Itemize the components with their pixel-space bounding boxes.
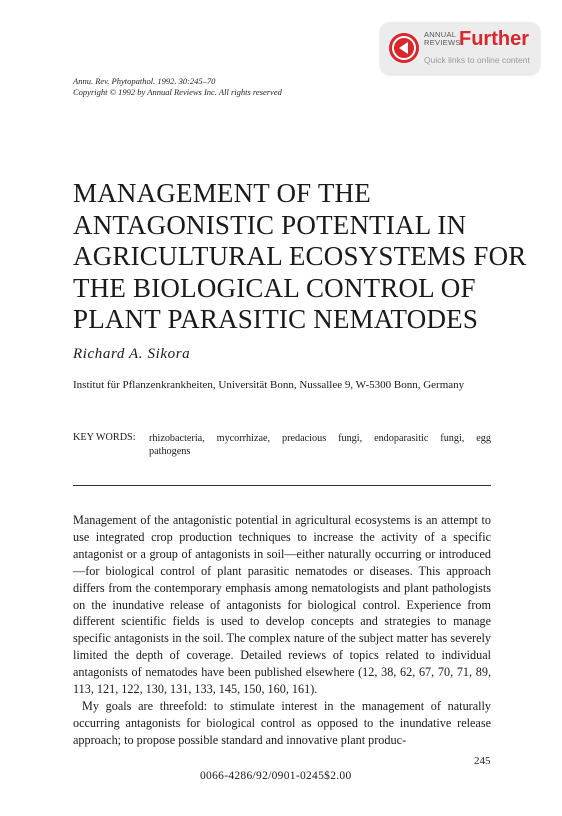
keywords-label: KEY WORDS: (73, 432, 136, 443)
keywords-list: rhizobacteria, mycorrhizae, predacious fungi, endoparasitic fungi, egg (149, 433, 491, 444)
article-title (73, 178, 543, 336)
author-affiliation: Institut für Pflanzenkrankheiten, Universität Bonn, Nussallee 9, W-5300 Bonn, Germany (73, 379, 465, 391)
title-line: PLANT PARASITIC NEMATODES (73, 304, 479, 334)
journal-citation-block (73, 76, 282, 98)
copyright-notice: Copyright © 1992 by Annual Reviews Inc. All rights reserved (73, 87, 282, 97)
title-line: AGRICULTURAL ECOSYSTEMS FOR (73, 241, 527, 271)
page-number: 245 (474, 755, 491, 767)
badge-subtitle: Quick links to online content (424, 55, 530, 65)
further-badge[interactable] (380, 22, 540, 74)
play-arrow-icon (389, 33, 419, 63)
author-name: Richard A. Sikora (73, 346, 191, 362)
title-line: ANTAGONISTIC POTENTIAL IN (73, 209, 467, 240)
body-paragraph: Management of the antagonistic potential in agricultural ecosystems is an attempt to use integrated crop production techniques to increase the activity of a specific antagonist or a group of antagonists in soil—either naturally occurring or introduced—for biological control of plant parasitic nematodes or diseases. This approach differs from the contemporary emphasis among nematologists and plant pathologists on the inundative release of antagonists for biological control. Experience from different scientific fields is used to develop concepts and strategies to manage specific antagonists in the soil. The complex nature of the subject matter has severely limited the depth of coverage. Detailed reviews of topics related to individual antagonists of nematodes have been published elsewhere (12, 38, 62, 67, 70, 71, 89, 113, 121, 122, 130, 131, 133, 145, 150, 160, 161). (73, 513, 491, 697)
article-body (73, 512, 491, 749)
issn-code: 0066-4286/92/0901-0245$2.00 (200, 770, 352, 782)
keywords-list-continued: pathogens (149, 446, 191, 457)
title-line: THE BIOLOGICAL CONTROL OF (73, 272, 476, 303)
body-paragraph: My goals are threefold: to stimulate interest in the management of naturally occurring antagonists for biological control as opposed to the inundative release approach; to propose possible standard and innovative plant produc- (73, 698, 491, 747)
journal-citation: Annu. Rev. Phytopathol. 1992. 30:245–70 (73, 76, 216, 86)
title-line: MANAGEMENT OF THE (73, 178, 371, 208)
section-divider (73, 485, 491, 486)
badge-further-label: Further (459, 28, 529, 50)
badge-annual-reviews: ANNUAL REVIEWS (424, 30, 461, 47)
